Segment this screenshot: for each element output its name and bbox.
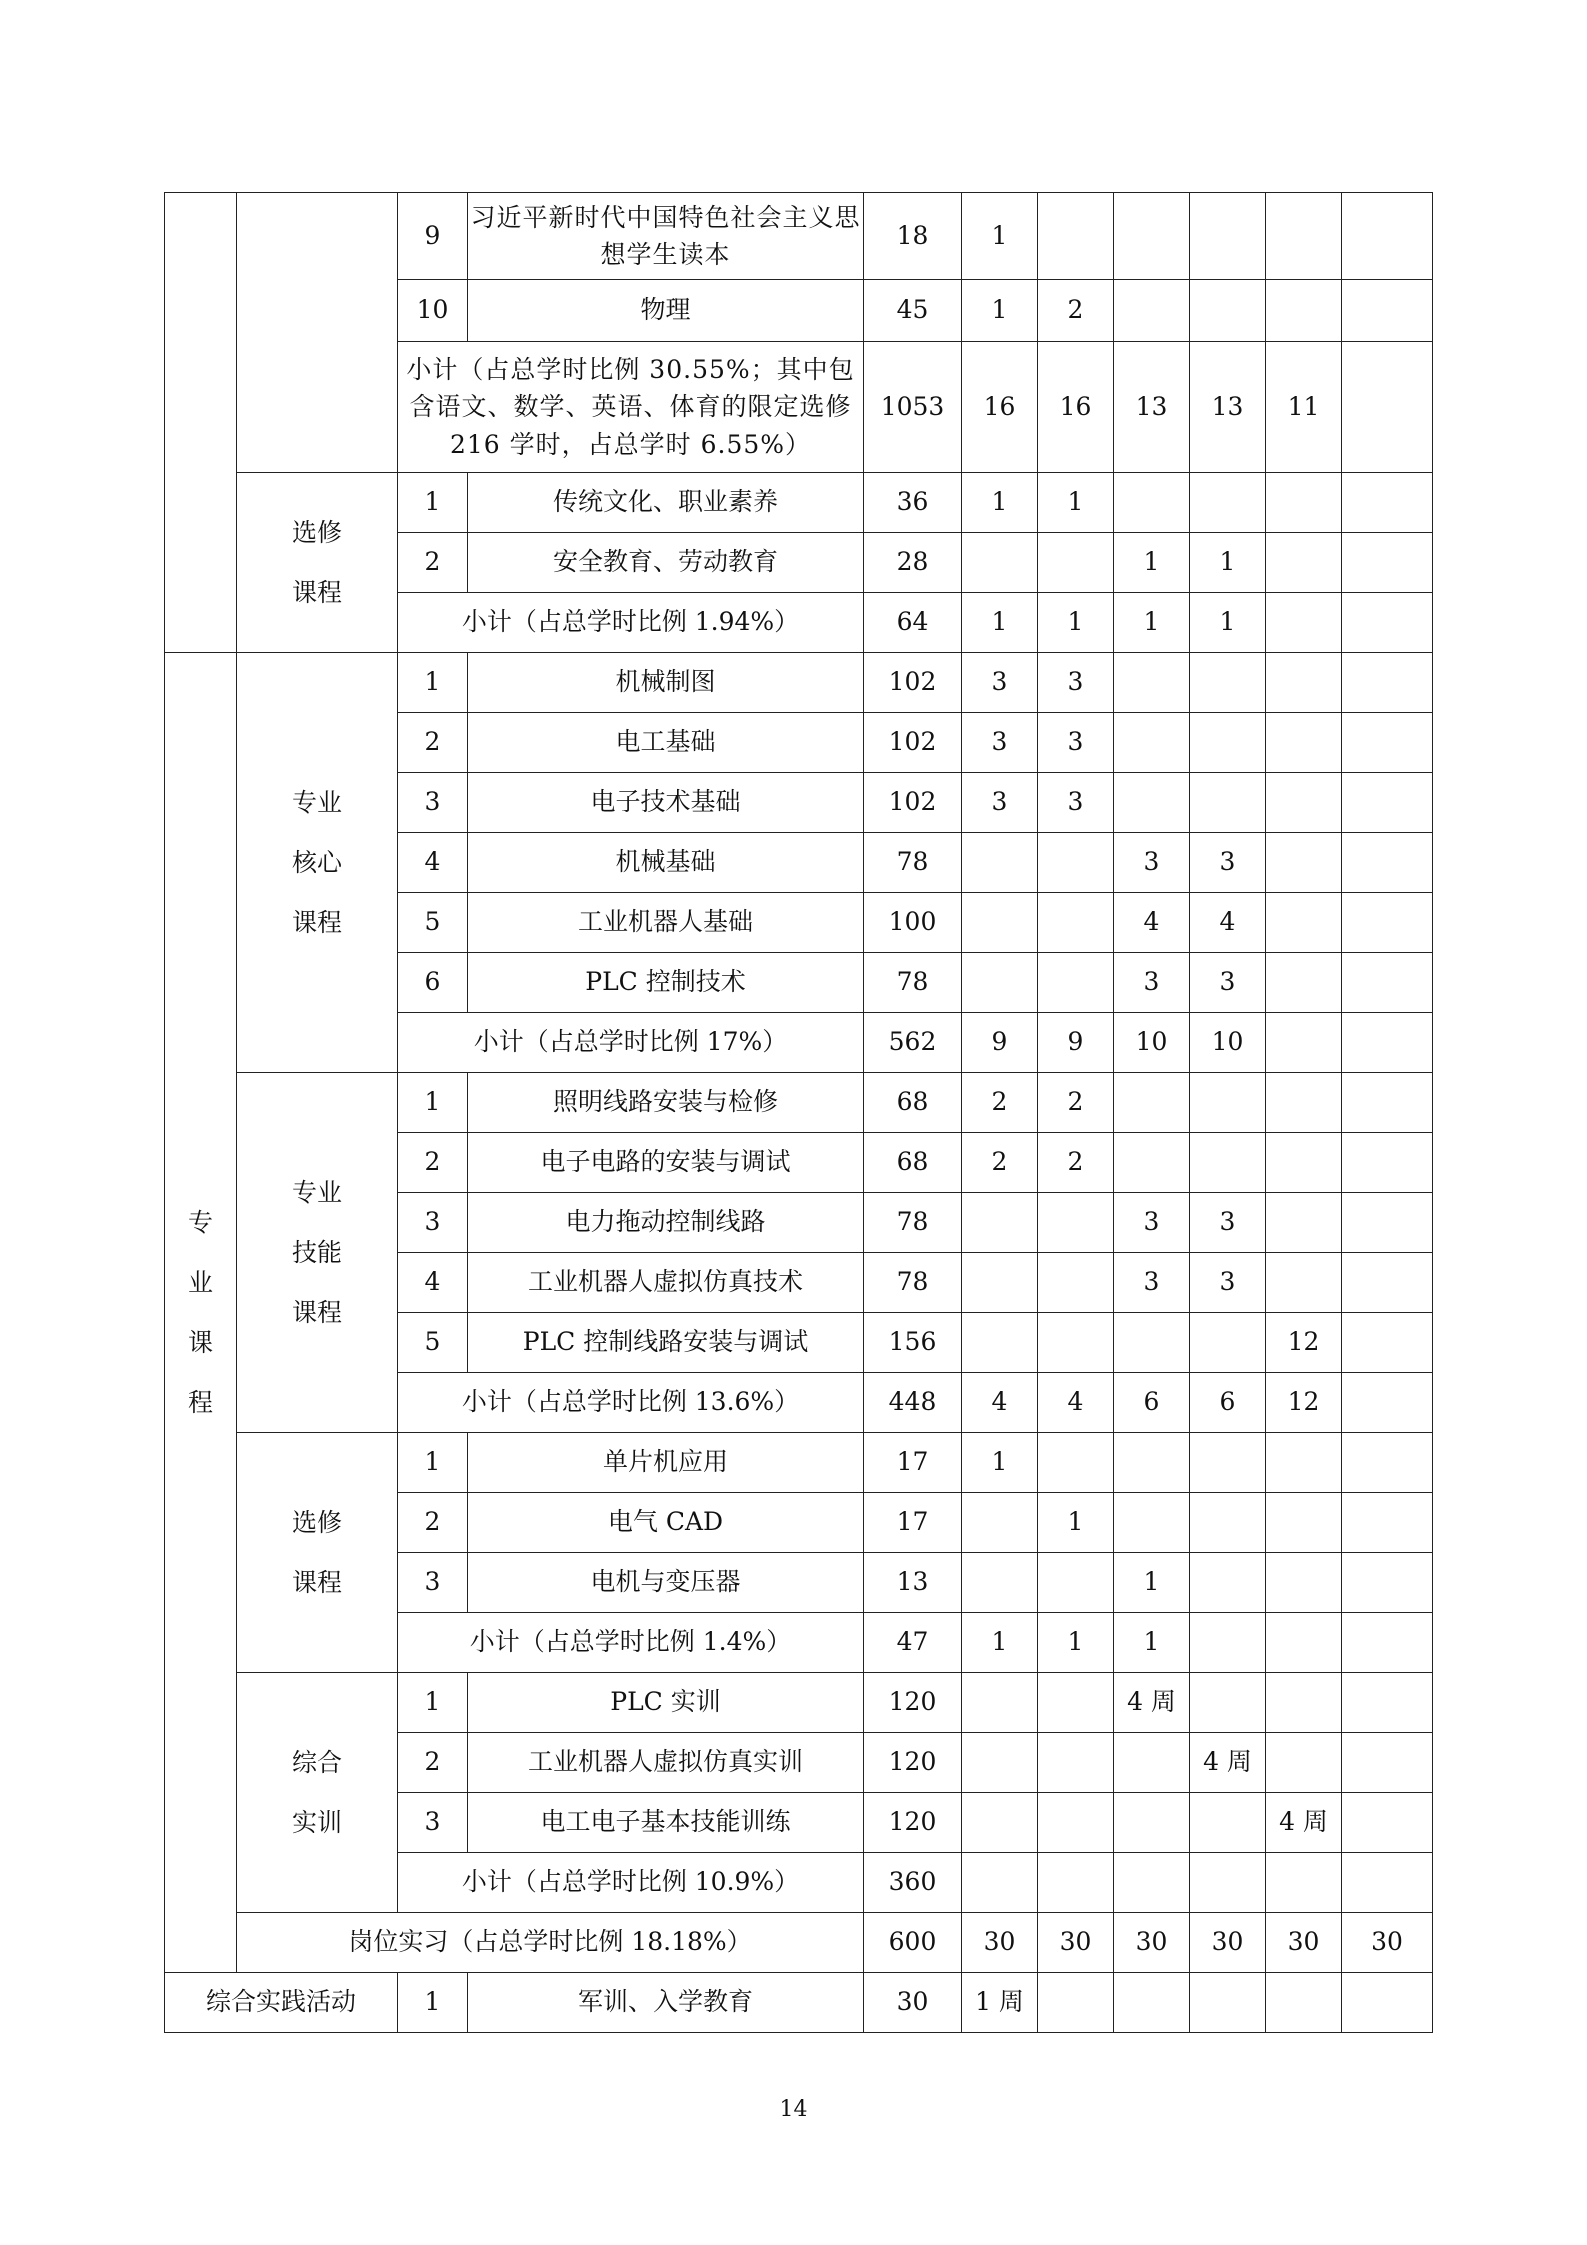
semester-1: 1 bbox=[962, 193, 1038, 280]
semester-2 bbox=[1038, 1253, 1114, 1313]
course-number: 2 bbox=[398, 533, 468, 593]
semester-3 bbox=[1114, 713, 1190, 773]
course-hours: 17 bbox=[864, 1493, 962, 1553]
subgroup-label-line: 综合 bbox=[291, 1747, 342, 1777]
semester-5 bbox=[1266, 773, 1342, 833]
semester-1: 30 bbox=[962, 1913, 1038, 1973]
semester-3 bbox=[1114, 773, 1190, 833]
semester-1 bbox=[962, 1553, 1038, 1613]
semester-3 bbox=[1114, 473, 1190, 533]
semester-6 bbox=[1342, 342, 1433, 473]
course-number: 4 bbox=[398, 833, 468, 893]
semester-2: 1 bbox=[1038, 1493, 1114, 1553]
semester-1 bbox=[962, 1493, 1038, 1553]
semester-6 bbox=[1342, 1433, 1433, 1493]
table-row bbox=[165, 1433, 1433, 1493]
semester-3 bbox=[1114, 653, 1190, 713]
course-number: 5 bbox=[398, 1313, 468, 1373]
course-hours: 102 bbox=[864, 773, 962, 833]
semester-3: 1 bbox=[1114, 533, 1190, 593]
semester-6 bbox=[1342, 1493, 1433, 1553]
course-number: 5 bbox=[398, 893, 468, 953]
semester-3: 1 bbox=[1114, 593, 1190, 653]
subgroup-elective-professional bbox=[237, 1433, 398, 1673]
semester-5 bbox=[1266, 1493, 1342, 1553]
semester-4: 3 bbox=[1190, 1253, 1266, 1313]
semester-1: 3 bbox=[962, 653, 1038, 713]
semester-4: 1 bbox=[1190, 593, 1266, 653]
internship-label: 岗位实习（占总学时比例 18.18%） bbox=[237, 1913, 864, 1973]
course-name: 电子技术基础 bbox=[468, 773, 864, 833]
semester-1 bbox=[962, 893, 1038, 953]
course-name: PLC 控制线路安装与调试 bbox=[468, 1313, 864, 1373]
semester-1: 1 bbox=[962, 473, 1038, 533]
semester-2 bbox=[1038, 953, 1114, 1013]
semester-1: 9 bbox=[962, 1013, 1038, 1073]
semester-2 bbox=[1038, 1853, 1114, 1913]
semester-3 bbox=[1114, 1133, 1190, 1193]
subgroup-label-line: 实训 bbox=[291, 1807, 342, 1837]
subtotal-label: 小计（占总学时比例 1.4%） bbox=[398, 1613, 864, 1673]
course-number: 1 bbox=[398, 1673, 468, 1733]
semester-1: 3 bbox=[962, 713, 1038, 773]
course-name: 电工电子基本技能训练 bbox=[468, 1793, 864, 1853]
semester-5: 12 bbox=[1266, 1313, 1342, 1373]
semester-1 bbox=[962, 533, 1038, 593]
semester-5 bbox=[1266, 1433, 1342, 1493]
semester-1: 16 bbox=[962, 342, 1038, 473]
semester-6 bbox=[1342, 713, 1433, 773]
semester-1: 1 周 bbox=[962, 1973, 1038, 2033]
semester-2 bbox=[1038, 1973, 1114, 2033]
semester-6 bbox=[1342, 1073, 1433, 1133]
subtotal-label: 小计（占总学时比例 10.9%） bbox=[398, 1853, 864, 1913]
subgroup-label-line: 专业 bbox=[291, 787, 342, 817]
table-row bbox=[165, 1973, 1433, 2033]
semester-3 bbox=[1114, 280, 1190, 342]
course-hours: 78 bbox=[864, 953, 962, 1013]
group-label-char: 业 bbox=[187, 1267, 213, 1297]
semester-5 bbox=[1266, 1613, 1342, 1673]
course-name: 电气 CAD bbox=[468, 1493, 864, 1553]
course-name: 习近平新时代中国特色社会主义思想学生读本 bbox=[468, 193, 864, 280]
semester-5 bbox=[1266, 1193, 1342, 1253]
course-hours: 13 bbox=[864, 1553, 962, 1613]
semester-4 bbox=[1190, 1793, 1266, 1853]
table-row bbox=[165, 193, 1433, 280]
semester-3 bbox=[1114, 193, 1190, 280]
semester-3: 3 bbox=[1114, 833, 1190, 893]
subtotal-label: 小计（占总学时比例 17%） bbox=[398, 1013, 864, 1073]
semester-1 bbox=[962, 1733, 1038, 1793]
semester-1 bbox=[962, 1313, 1038, 1373]
semester-2 bbox=[1038, 533, 1114, 593]
course-name: 电子电路的安装与调试 bbox=[468, 1133, 864, 1193]
subgroup-label-line: 核心 bbox=[291, 847, 342, 877]
semester-6 bbox=[1342, 473, 1433, 533]
semester-4 bbox=[1190, 1853, 1266, 1913]
semester-1: 2 bbox=[962, 1133, 1038, 1193]
subgroup-elective-public bbox=[237, 473, 398, 653]
semester-4 bbox=[1190, 713, 1266, 773]
internship-hours: 600 bbox=[864, 1913, 962, 1973]
semester-6 bbox=[1342, 533, 1433, 593]
course-hours: 30 bbox=[864, 1973, 962, 2033]
subgroup-label-line: 专业 bbox=[291, 1177, 342, 1207]
course-number: 3 bbox=[398, 1193, 468, 1253]
semester-5 bbox=[1266, 1853, 1342, 1913]
course-hours: 78 bbox=[864, 1193, 962, 1253]
semester-6 bbox=[1342, 1553, 1433, 1613]
course-name: 照明线路安装与检修 bbox=[468, 1073, 864, 1133]
semester-2: 2 bbox=[1038, 280, 1114, 342]
semester-5 bbox=[1266, 593, 1342, 653]
semester-3: 6 bbox=[1114, 1373, 1190, 1433]
course-hours: 120 bbox=[864, 1793, 962, 1853]
course-name: 安全教育、劳动教育 bbox=[468, 533, 864, 593]
semester-2 bbox=[1038, 893, 1114, 953]
semester-2: 3 bbox=[1038, 713, 1114, 773]
semester-6 bbox=[1342, 280, 1433, 342]
semester-4 bbox=[1190, 1133, 1266, 1193]
semester-2: 3 bbox=[1038, 773, 1114, 833]
semester-4 bbox=[1190, 1433, 1266, 1493]
semester-3 bbox=[1114, 1793, 1190, 1853]
group-cell-public bbox=[165, 193, 237, 653]
course-hours: 156 bbox=[864, 1313, 962, 1373]
semester-4 bbox=[1190, 193, 1266, 280]
semester-2 bbox=[1038, 193, 1114, 280]
course-hours: 100 bbox=[864, 893, 962, 953]
semester-5 bbox=[1266, 280, 1342, 342]
semester-4: 10 bbox=[1190, 1013, 1266, 1073]
semester-3 bbox=[1114, 1493, 1190, 1553]
semester-1: 1 bbox=[962, 280, 1038, 342]
semester-3: 30 bbox=[1114, 1913, 1190, 1973]
semester-2: 4 bbox=[1038, 1373, 1114, 1433]
course-name: 机械制图 bbox=[468, 653, 864, 713]
course-number: 2 bbox=[398, 1133, 468, 1193]
semester-3: 3 bbox=[1114, 1193, 1190, 1253]
semester-3: 4 bbox=[1114, 893, 1190, 953]
semester-4: 30 bbox=[1190, 1913, 1266, 1973]
subtotal-hours: 1053 bbox=[864, 342, 962, 473]
course-name: PLC 控制技术 bbox=[468, 953, 864, 1013]
course-schedule-table bbox=[164, 192, 1433, 2033]
semester-4: 4 周 bbox=[1190, 1733, 1266, 1793]
subgroup-skill bbox=[237, 1073, 398, 1433]
semester-2 bbox=[1038, 1193, 1114, 1253]
semester-6 bbox=[1342, 1733, 1433, 1793]
course-number: 1 bbox=[398, 653, 468, 713]
course-number: 1 bbox=[398, 1073, 468, 1133]
course-number: 1 bbox=[398, 473, 468, 533]
course-name: 单片机应用 bbox=[468, 1433, 864, 1493]
semester-4 bbox=[1190, 1073, 1266, 1133]
semester-6 bbox=[1342, 653, 1433, 713]
semester-3 bbox=[1114, 1433, 1190, 1493]
table-row bbox=[165, 653, 1433, 713]
course-hours: 102 bbox=[864, 653, 962, 713]
semester-5 bbox=[1266, 1253, 1342, 1313]
course-name: 工业机器人虚拟仿真实训 bbox=[468, 1733, 864, 1793]
semester-4 bbox=[1190, 1313, 1266, 1373]
semester-4: 3 bbox=[1190, 953, 1266, 1013]
semester-1: 1 bbox=[962, 593, 1038, 653]
table-row bbox=[165, 1073, 1433, 1133]
table-row bbox=[165, 1673, 1433, 1733]
subtotal-hours: 47 bbox=[864, 1613, 962, 1673]
semester-4 bbox=[1190, 1553, 1266, 1613]
course-number: 2 bbox=[398, 1493, 468, 1553]
course-name: PLC 实训 bbox=[468, 1673, 864, 1733]
semester-6 bbox=[1342, 593, 1433, 653]
semester-2: 1 bbox=[1038, 593, 1114, 653]
semester-2 bbox=[1038, 1793, 1114, 1853]
semester-5 bbox=[1266, 1973, 1342, 2033]
semester-5 bbox=[1266, 893, 1342, 953]
semester-5 bbox=[1266, 833, 1342, 893]
semester-6 bbox=[1342, 1853, 1433, 1913]
semester-5 bbox=[1266, 713, 1342, 773]
course-number: 10 bbox=[398, 280, 468, 342]
semester-6 bbox=[1342, 833, 1433, 893]
subgroup-training bbox=[237, 1673, 398, 1913]
semester-4: 3 bbox=[1190, 1193, 1266, 1253]
semester-3: 1 bbox=[1114, 1553, 1190, 1613]
semester-5 bbox=[1266, 193, 1342, 280]
semester-1 bbox=[962, 953, 1038, 1013]
semester-1 bbox=[962, 1853, 1038, 1913]
semester-2: 1 bbox=[1038, 1613, 1114, 1673]
course-name: 电工基础 bbox=[468, 713, 864, 773]
semester-6 bbox=[1342, 1613, 1433, 1673]
subgroup-core bbox=[237, 653, 398, 1073]
semester-5 bbox=[1266, 653, 1342, 713]
group-label-char: 程 bbox=[187, 1387, 213, 1417]
semester-1: 1 bbox=[962, 1613, 1038, 1673]
course-name: 物理 bbox=[468, 280, 864, 342]
semester-1 bbox=[962, 1673, 1038, 1733]
semester-3 bbox=[1114, 1073, 1190, 1133]
semester-2: 3 bbox=[1038, 653, 1114, 713]
group-label-char: 专 bbox=[187, 1207, 213, 1237]
semester-6 bbox=[1342, 1373, 1433, 1433]
semester-2: 30 bbox=[1038, 1913, 1114, 1973]
subgroup-label-line: 课程 bbox=[291, 577, 342, 607]
subtotal-label: 小计（占总学时比例 13.6%） bbox=[398, 1373, 864, 1433]
course-name: 军训、入学教育 bbox=[468, 1973, 864, 2033]
group-professional bbox=[165, 653, 237, 1973]
semester-5: 30 bbox=[1266, 1913, 1342, 1973]
course-number: 2 bbox=[398, 1733, 468, 1793]
semester-3 bbox=[1114, 1973, 1190, 2033]
course-hours: 68 bbox=[864, 1073, 962, 1133]
course-number: 3 bbox=[398, 773, 468, 833]
semester-6 bbox=[1342, 1673, 1433, 1733]
semester-2 bbox=[1038, 1553, 1114, 1613]
semester-1 bbox=[962, 833, 1038, 893]
semester-1: 2 bbox=[962, 1073, 1038, 1133]
course-name: 传统文化、职业素养 bbox=[468, 473, 864, 533]
semester-1 bbox=[962, 1793, 1038, 1853]
semester-5 bbox=[1266, 1733, 1342, 1793]
semester-5 bbox=[1266, 1673, 1342, 1733]
semester-5: 4 周 bbox=[1266, 1793, 1342, 1853]
semester-5 bbox=[1266, 1133, 1342, 1193]
semester-2: 2 bbox=[1038, 1073, 1114, 1133]
subgroup-label-line: 选修 bbox=[291, 517, 342, 547]
subtotal-hours: 360 bbox=[864, 1853, 962, 1913]
course-hours: 45 bbox=[864, 280, 962, 342]
subtotal-hours: 562 bbox=[864, 1013, 962, 1073]
semester-4 bbox=[1190, 1613, 1266, 1673]
semester-3: 4 周 bbox=[1114, 1673, 1190, 1733]
semester-4: 13 bbox=[1190, 342, 1266, 473]
semester-4: 3 bbox=[1190, 833, 1266, 893]
course-name: 工业机器人基础 bbox=[468, 893, 864, 953]
semester-1: 3 bbox=[962, 773, 1038, 833]
course-number: 1 bbox=[398, 1973, 468, 2033]
semester-3 bbox=[1114, 1313, 1190, 1373]
subtotal-label: 小计（占总学时比例 1.94%） bbox=[398, 593, 864, 653]
semester-6 bbox=[1342, 1133, 1433, 1193]
subgroup-cell-required bbox=[237, 193, 398, 473]
semester-5 bbox=[1266, 1553, 1342, 1613]
semester-3 bbox=[1114, 1733, 1190, 1793]
subgroup-label-line: 课程 bbox=[291, 1297, 342, 1327]
semester-3: 3 bbox=[1114, 1253, 1190, 1313]
course-hours: 36 bbox=[864, 473, 962, 533]
semester-6 bbox=[1342, 1193, 1433, 1253]
semester-6 bbox=[1342, 1253, 1433, 1313]
semester-4 bbox=[1190, 473, 1266, 533]
course-number: 3 bbox=[398, 1793, 468, 1853]
subtotal-hours: 64 bbox=[864, 593, 962, 653]
subgroup-label-line: 选修 bbox=[291, 1507, 342, 1537]
semester-6 bbox=[1342, 893, 1433, 953]
semester-6 bbox=[1342, 193, 1433, 280]
semester-1 bbox=[962, 1193, 1038, 1253]
semester-3: 10 bbox=[1114, 1013, 1190, 1073]
semester-6 bbox=[1342, 773, 1433, 833]
group-label-char: 课 bbox=[187, 1327, 213, 1357]
course-hours: 17 bbox=[864, 1433, 962, 1493]
course-name: 电力拖动控制线路 bbox=[468, 1193, 864, 1253]
semester-5 bbox=[1266, 953, 1342, 1013]
semester-4: 4 bbox=[1190, 893, 1266, 953]
table-row bbox=[165, 1913, 1433, 1973]
course-hours: 120 bbox=[864, 1673, 962, 1733]
semester-2 bbox=[1038, 1733, 1114, 1793]
semester-4 bbox=[1190, 1673, 1266, 1733]
semester-5 bbox=[1266, 533, 1342, 593]
semester-4: 1 bbox=[1190, 533, 1266, 593]
course-hours: 102 bbox=[864, 713, 962, 773]
semester-5 bbox=[1266, 1073, 1342, 1133]
course-hours: 78 bbox=[864, 833, 962, 893]
semester-3: 13 bbox=[1114, 342, 1190, 473]
semester-6 bbox=[1342, 1793, 1433, 1853]
course-hours: 120 bbox=[864, 1733, 962, 1793]
course-name: 工业机器人虚拟仿真技术 bbox=[468, 1253, 864, 1313]
course-hours: 28 bbox=[864, 533, 962, 593]
semester-4 bbox=[1190, 1973, 1266, 2033]
semester-6 bbox=[1342, 1013, 1433, 1073]
semester-6 bbox=[1342, 1313, 1433, 1373]
semester-2 bbox=[1038, 833, 1114, 893]
semester-3: 3 bbox=[1114, 953, 1190, 1013]
semester-2 bbox=[1038, 1673, 1114, 1733]
course-hours: 18 bbox=[864, 193, 962, 280]
semester-5: 12 bbox=[1266, 1373, 1342, 1433]
semester-2: 16 bbox=[1038, 342, 1114, 473]
course-hours: 68 bbox=[864, 1133, 962, 1193]
semester-1 bbox=[962, 1253, 1038, 1313]
course-number: 2 bbox=[398, 713, 468, 773]
semester-1: 1 bbox=[962, 1433, 1038, 1493]
semester-4: 6 bbox=[1190, 1373, 1266, 1433]
semester-4 bbox=[1190, 653, 1266, 713]
semester-4 bbox=[1190, 280, 1266, 342]
semester-2: 2 bbox=[1038, 1133, 1114, 1193]
semester-4 bbox=[1190, 773, 1266, 833]
semester-5 bbox=[1266, 1013, 1342, 1073]
semester-2 bbox=[1038, 1313, 1114, 1373]
semester-6 bbox=[1342, 953, 1433, 1013]
semester-5: 11 bbox=[1266, 342, 1342, 473]
semester-6 bbox=[1342, 1973, 1433, 2033]
course-name: 机械基础 bbox=[468, 833, 864, 893]
course-number: 9 bbox=[398, 193, 468, 280]
subgroup-label-line: 技能 bbox=[291, 1237, 342, 1267]
semester-2: 1 bbox=[1038, 473, 1114, 533]
semester-3: 1 bbox=[1114, 1613, 1190, 1673]
course-number: 4 bbox=[398, 1253, 468, 1313]
course-number: 6 bbox=[398, 953, 468, 1013]
semester-1: 4 bbox=[962, 1373, 1038, 1433]
subgroup-label-line: 课程 bbox=[291, 1567, 342, 1597]
semester-4 bbox=[1190, 1493, 1266, 1553]
semester-6: 30 bbox=[1342, 1913, 1433, 1973]
subtotal-hours: 448 bbox=[864, 1373, 962, 1433]
page-number: 14 bbox=[779, 2097, 808, 2122]
semester-2: 9 bbox=[1038, 1013, 1114, 1073]
semester-5 bbox=[1266, 473, 1342, 533]
semester-2 bbox=[1038, 1433, 1114, 1493]
subgroup-label-line: 课程 bbox=[291, 907, 342, 937]
group-practice-activities: 综合实践活动 bbox=[165, 1973, 398, 2033]
semester-3 bbox=[1114, 1853, 1190, 1913]
course-name: 电机与变压器 bbox=[468, 1553, 864, 1613]
course-hours: 78 bbox=[864, 1253, 962, 1313]
course-number: 1 bbox=[398, 1433, 468, 1493]
course-number: 3 bbox=[398, 1553, 468, 1613]
table-row bbox=[165, 473, 1433, 533]
subtotal-label: 小计（占总学时比例 30.55%；其中包含语文、数学、英语、体育的限定选修 216 学时，占总学时 6.55%） bbox=[398, 342, 864, 473]
